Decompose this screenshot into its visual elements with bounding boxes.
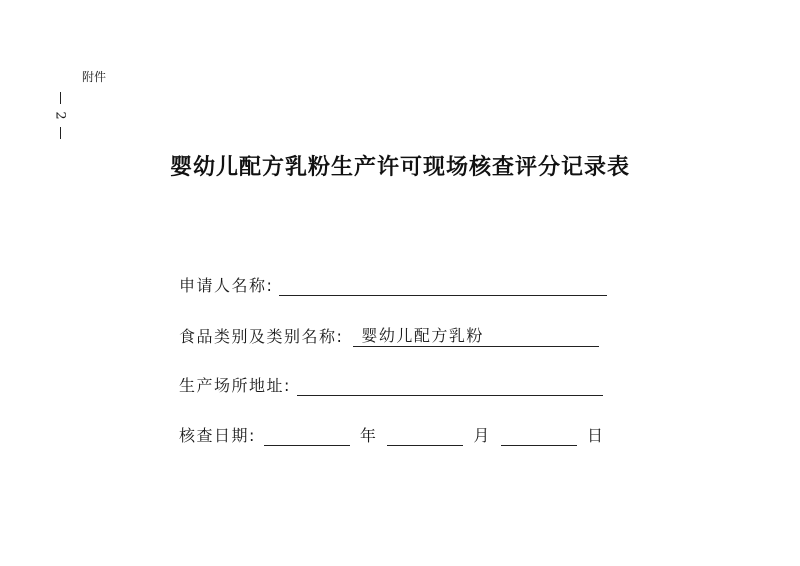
applicant-field[interactable] xyxy=(279,277,607,296)
applicant-label: 申请人名称: xyxy=(179,276,274,295)
day-field[interactable] xyxy=(501,427,577,446)
attachment-label: 附件 xyxy=(82,70,107,84)
applicant-row xyxy=(179,273,607,296)
food-category-field[interactable]: 婴幼儿配方乳粉 xyxy=(353,323,599,347)
year-field[interactable] xyxy=(264,427,350,446)
inspection-date-row xyxy=(179,423,614,446)
page-number-value: 2 xyxy=(52,111,68,120)
food-category-row xyxy=(179,323,599,347)
address-label: 生产场所地址: xyxy=(179,376,291,395)
document-title: 婴幼儿配方乳粉生产许可现场核查评分记录表 xyxy=(169,155,630,180)
page-number-dash-top xyxy=(60,92,61,104)
page-number xyxy=(53,90,67,141)
month-field[interactable] xyxy=(387,427,463,446)
year-label: 年 xyxy=(359,426,378,445)
inspection-date-label: 核查日期: xyxy=(179,426,256,445)
day-label: 日 xyxy=(586,426,605,445)
page-number-dash-bottom xyxy=(60,127,61,139)
food-category-label: 食品类别及类别名称: xyxy=(179,327,344,346)
address-row xyxy=(179,373,603,396)
address-field[interactable] xyxy=(297,377,603,396)
month-label: 月 xyxy=(473,426,491,445)
